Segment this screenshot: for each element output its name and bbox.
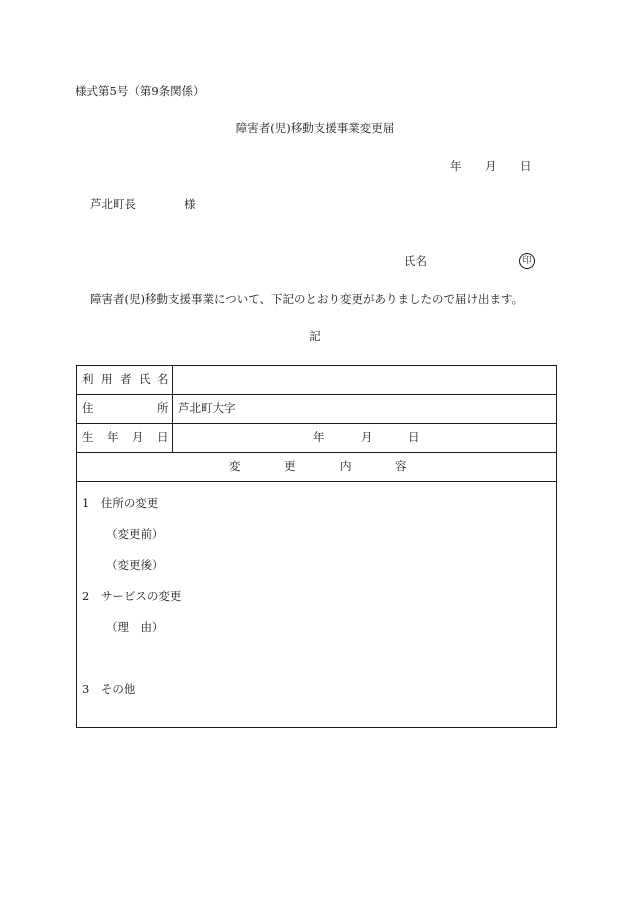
label-char: 日 [157, 430, 169, 444]
user-name-label [77, 366, 173, 394]
item-address-change: 1 住所の変更 [82, 496, 159, 510]
header-char: 変 [229, 459, 241, 473]
label-char: 氏 [139, 372, 151, 386]
label-char: 用 [101, 372, 113, 386]
applicant-name-label: 氏名 [404, 254, 427, 268]
row-birthdate [77, 424, 556, 453]
form-table [76, 365, 557, 728]
addressee-name: 芦北町長 [90, 197, 136, 211]
birthdate-label [77, 424, 173, 452]
item-address-before: （変更前） [106, 527, 164, 541]
birthdate-month-label: 月 [361, 430, 373, 444]
label-char: 生 [82, 430, 94, 444]
document-title: 障害者(児)移動支援事業変更届 [235, 121, 395, 135]
seal-char: 印 [522, 255, 532, 266]
form-number: 様式第5号（第9条関係） [75, 84, 205, 98]
addressee-honorific: 様 [184, 197, 196, 211]
row-address [77, 395, 556, 424]
header-char: 内 [340, 459, 352, 473]
ki-heading: 記 [309, 329, 321, 343]
date-month-label: 月 [485, 159, 497, 173]
label-char: 者 [120, 372, 132, 386]
seal-mark-icon [519, 253, 535, 269]
label-char: 月 [132, 430, 144, 444]
date-year-label: 年 [450, 159, 462, 173]
date-day-label: 日 [520, 159, 532, 173]
label-char: 所 [157, 401, 169, 415]
label-char: 住 [82, 401, 94, 415]
change-contents-header [77, 453, 556, 482]
row-user-name [77, 366, 556, 395]
birthdate-day-label: 日 [408, 430, 420, 444]
item-service-change: 2 サービスの変更 [82, 589, 182, 603]
header-char: 更 [284, 459, 296, 473]
item-service-reason: （理 由） [106, 620, 164, 634]
address-label [77, 395, 173, 423]
body-text: 障害者(児)移動支援事業について、下記のとおり変更がありましたので届け出ます。 [90, 292, 524, 306]
label-char: 名 [157, 372, 169, 386]
address-value[interactable]: 芦北町大字 [178, 401, 236, 415]
birthdate-year-label: 年 [313, 430, 325, 444]
item-other: 3 その他 [82, 682, 136, 696]
header-char: 容 [395, 459, 407, 473]
item-address-after: （変更後） [106, 558, 164, 572]
label-char: 利 [82, 372, 94, 386]
label-char: 年 [107, 430, 119, 444]
